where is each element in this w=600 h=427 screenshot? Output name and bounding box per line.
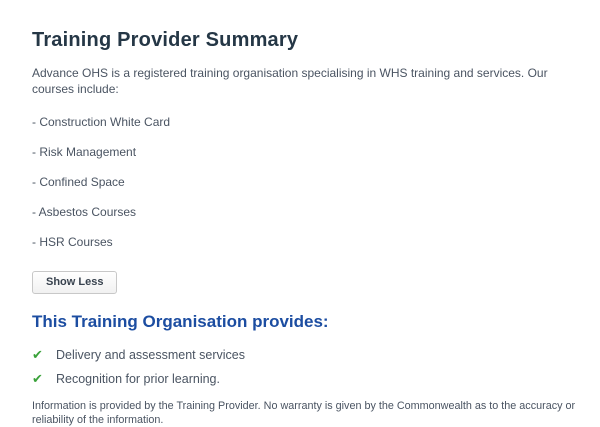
provides-item-label: Recognition for prior learning. — [56, 371, 220, 386]
course-list — [32, 114, 576, 250]
course-item: - HSR Courses — [32, 235, 113, 250]
check-icon: ✔ — [32, 346, 43, 362]
provides-item — [32, 371, 576, 387]
provider-intro-text: Advance OHS is a registered training organisation specialising in WHS training and services. Our courses include: — [32, 66, 548, 97]
course-item: - Asbestos Courses — [32, 205, 137, 220]
provides-item — [32, 347, 576, 363]
course-item: - Confined Space — [32, 175, 125, 190]
show-less-button[interactable]: Show Less — [32, 271, 117, 294]
provides-heading: This Training Organisation provides: — [32, 312, 329, 332]
provides-list — [32, 347, 576, 387]
check-icon: ✔ — [32, 370, 43, 386]
provides-item-label: Delivery and assessment services — [56, 347, 245, 362]
course-item: - Construction White Card — [32, 115, 171, 130]
disclaimer-text: Information is provided by the Training Provider. No warranty is given by the Commonwealth as to the accuracy or reliability of the information. — [32, 399, 576, 426]
page-title: Training Provider Summary — [32, 29, 299, 51]
course-item: - Risk Management — [32, 145, 137, 160]
